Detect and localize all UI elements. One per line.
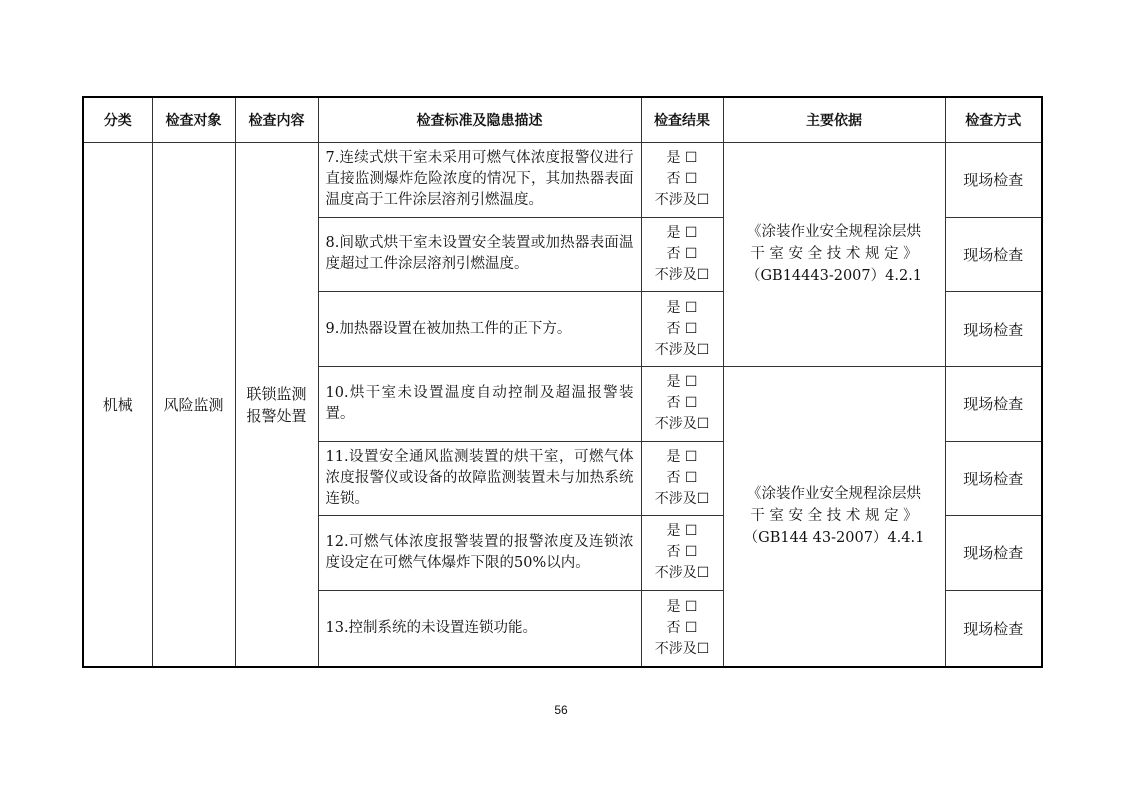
result-yes-checkbox[interactable]: 是 ☐ <box>666 448 698 465</box>
basis-line: 干 室 安 全 技 术 规 定 》 <box>750 246 918 263</box>
basis-line: 《涂装作业安全规程涂层烘 <box>747 224 921 241</box>
method-cell: 现场检查 <box>945 590 1042 667</box>
method-cell: 现场检查 <box>945 292 1042 367</box>
result-cell <box>641 590 723 667</box>
result-no-checkbox[interactable]: 否 ☐ <box>666 544 698 561</box>
result-yes-checkbox[interactable]: 是 ☐ <box>666 299 698 316</box>
basis-cell <box>723 366 945 667</box>
standard-cell: 11.设置安全通风监测装置的烘干室，可燃气体浓度报警仪或设备的故障监测装置未与加热系统连锁。 <box>318 441 641 516</box>
result-cell <box>641 366 723 441</box>
basis-line: 《涂装作业安全规程涂层烘 <box>747 486 921 503</box>
header-content: 检查内容 <box>235 97 318 143</box>
standard-cell: 10.烘干室未设置温度自动控制及超温报警装置。 <box>318 366 641 441</box>
basis-line: 干 室 安 全 技 术 规 定 》 <box>750 508 918 525</box>
result-na-checkbox[interactable]: 不涉及☐ <box>654 640 710 657</box>
method-cell: 现场检查 <box>945 143 1042 218</box>
inspection-table <box>82 96 1043 668</box>
result-cell <box>641 292 723 367</box>
standard-cell: 13.控制系统的未设置连锁功能。 <box>318 590 641 667</box>
object-cell: 风险监测 <box>152 143 235 668</box>
result-yes-checkbox[interactable]: 是 ☐ <box>666 374 698 391</box>
result-cell <box>641 143 723 218</box>
method-cell: 现场检查 <box>945 366 1042 441</box>
result-na-checkbox[interactable]: 不涉及☐ <box>654 266 710 283</box>
standard-cell: 8.间歇式烘干室未设置安全装置或加热器表面温度超过工件涂层溶剂引燃温度。 <box>318 217 641 292</box>
result-yes-checkbox[interactable]: 是 ☐ <box>666 598 698 615</box>
header-result: 检查结果 <box>641 97 723 143</box>
header-object: 检查对象 <box>152 97 235 143</box>
standard-cell: 12.可燃气体浓度报警装置的报警浓度及连锁浓度设定在可燃气体爆炸下限的50%以内。 <box>318 516 641 591</box>
basis-line: （GB144 43-2007）4.4.1 <box>743 530 925 547</box>
table-row <box>83 143 1042 218</box>
result-na-checkbox[interactable]: 不涉及☐ <box>654 341 710 358</box>
standard-cell: 7.连续式烘干室未采用可燃气体浓度报警仪进行直接监测爆炸危险浓度的情况下，其加热器表面温度高于工件涂层溶剂引燃温度。 <box>318 143 641 218</box>
result-yes-checkbox[interactable]: 是 ☐ <box>666 224 698 241</box>
result-na-checkbox[interactable]: 不涉及☐ <box>654 565 710 582</box>
result-yes-checkbox[interactable]: 是 ☐ <box>666 150 698 167</box>
header-row <box>83 97 1042 143</box>
basis-line: （GB14443-2007）4.2.1 <box>745 268 923 285</box>
result-no-checkbox[interactable]: 否 ☐ <box>666 171 698 188</box>
result-yes-checkbox[interactable]: 是 ☐ <box>666 523 698 540</box>
content-line: 联锁监测 <box>246 384 307 403</box>
method-cell: 现场检查 <box>945 441 1042 516</box>
result-cell <box>641 217 723 292</box>
method-cell: 现场检查 <box>945 217 1042 292</box>
content-cell <box>235 143 318 668</box>
result-no-checkbox[interactable]: 否 ☐ <box>666 469 698 486</box>
header-standard: 检查标准及隐患描述 <box>318 97 641 143</box>
result-no-checkbox[interactable]: 否 ☐ <box>666 320 698 337</box>
result-na-checkbox[interactable]: 不涉及☐ <box>654 416 710 433</box>
standard-cell: 9.加热器设置在被加热工件的正下方。 <box>318 292 641 367</box>
header-method: 检查方式 <box>945 97 1042 143</box>
result-cell <box>641 441 723 516</box>
result-no-checkbox[interactable]: 否 ☐ <box>666 395 698 412</box>
page-number: 56 <box>554 703 568 717</box>
content-line: 报警处置 <box>246 406 307 425</box>
result-no-checkbox[interactable]: 否 ☐ <box>666 245 698 262</box>
header-basis: 主要依据 <box>723 97 945 143</box>
result-na-checkbox[interactable]: 不涉及☐ <box>654 192 710 209</box>
result-na-checkbox[interactable]: 不涉及☐ <box>654 490 710 507</box>
method-cell: 现场检查 <box>945 516 1042 591</box>
result-no-checkbox[interactable]: 否 ☐ <box>666 619 698 636</box>
header-category: 分类 <box>83 97 152 143</box>
result-cell <box>641 516 723 591</box>
category-cell: 机械 <box>83 143 152 668</box>
basis-cell <box>723 143 945 367</box>
